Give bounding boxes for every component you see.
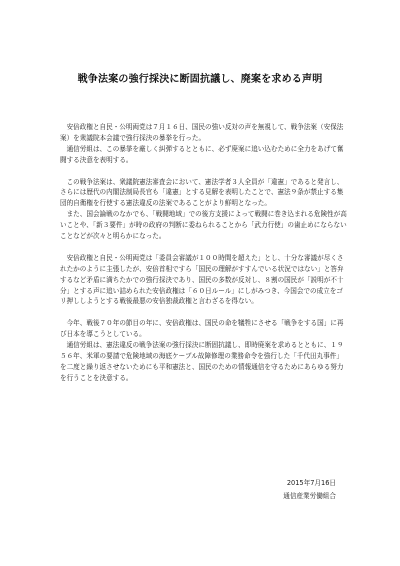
paragraph-1: 安倍政権と自民・公明両党は７月１６日、国民の強い反対の声を無視して、戦争法案（安保法案）を衆議院本会議で強行採決の暴挙を行った。: [60, 123, 344, 142]
paragraph-6: 今年、戦後７０年の節目の年に、安倍政権は、国民の命を犠牲にさせる「戦争をする国」に再び日本を導こうとしている。: [60, 319, 344, 339]
paragraph-4: また、国会論戦のなかでも、「戦闘地域」での後方支援によって戦闘に巻き込まれる危険性が高いことや、「新３要件」が時の政府の判断に委ねられることから「武力行使」の歯止めにならないことなどが次々と明らかになった。: [60, 210, 347, 241]
paragraph-3: この戦争法案は、衆議院憲法審査会において、憲法学者３人全員が「違憲」であると発言し、さらには歴代の内閣法制局長官も「違憲」とする見解を表明したことで、憲法９条が禁止する集団的自衛権を行使する憲法違反の法案であることがより鮮明となった。: [60, 177, 344, 208]
paragraph-2: 通信労組は、この暴挙を厳しく糾弾するとともに、必ず廃案に追い込むために全力をあげて奮闘する決意を表明する。: [60, 144, 344, 164]
paragraph-spacer: [60, 166, 348, 177]
statement-date: 2015年7月16日: [286, 479, 336, 487]
paragraph-spacer: [60, 242, 348, 253]
document-title: 戦争法案の強行採決に断固抗議し、廃案を求める声明: [77, 74, 323, 85]
paragraph-spacer: [60, 307, 348, 318]
paragraph-7: 通信労組は、憲法違反の戦争法案の強行採決に断固抗議し、即時廃案を求めるとともに、１９５６年、米軍の要請で危険地域の海底ケーブル故障修理の業務命令を強行した「千代田丸事件」を二度と繰り返させないためにも平和憲法と、国民のための情報通信を守るためにあらゆる努力を行うことを決意する。: [60, 341, 344, 382]
organization-name: 通信産業労働組合: [283, 492, 336, 500]
signature-block: [283, 478, 336, 502]
statement-body: [60, 122, 348, 384]
paragraph-5: 安倍政権と自民・公明両党は「委員会審議が１００時間を超えた」とし、十分な審議が尽くされたかのように主張したが、安倍首相ですら「国民の理解がすすんでいる状況ではない」と答弁するなど矛盾に満ちたかでの強行採決であり、国民の多数が反対し、８割の国民が「説明が不十分」とする声に追い詰められた安倍政権は「６０日ルール」にしがみつき、今国会での成立をゴリ押ししようとする戦後最悪の安倍独裁政権と言わざるを得ない。: [60, 253, 344, 306]
